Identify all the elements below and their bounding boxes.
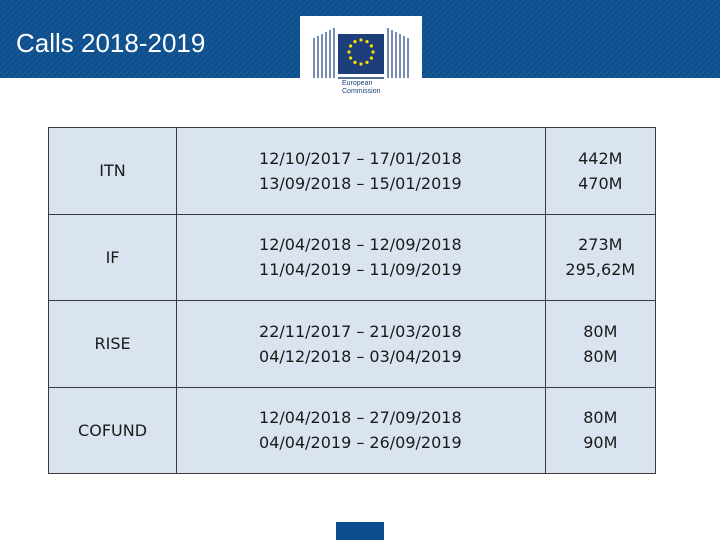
budget-value: 442M [578,148,623,168]
call-name: COFUND [49,387,177,474]
date-range: 04/04/2019 – 26/09/2019 [259,433,462,453]
call-dates [177,301,546,388]
budget-value: 80M [583,408,618,428]
budget-value: 295,62M [565,260,636,280]
call-name: ITN [49,128,177,215]
logo-caption-line2: Commission [342,88,381,95]
date-range: 12/04/2018 – 12/09/2018 [259,235,462,255]
date-range: 04/12/2018 – 03/04/2019 [259,346,462,366]
call-budget [545,387,655,474]
date-range: 12/04/2018 – 27/09/2018 [259,408,462,428]
call-name: RISE [49,301,177,388]
budget-value: 80M [583,321,618,341]
call-dates [177,128,546,215]
table-row [49,128,656,215]
call-dates [177,387,546,474]
page-title: Calls 2018-2019 [16,28,206,58]
date-range: 13/09/2018 – 15/01/2019 [259,173,462,193]
table-row [49,214,656,301]
logo-caption [342,80,381,96]
calls-table [48,127,656,474]
budget-value: 273M [578,235,623,255]
date-range: 12/10/2017 – 17/01/2018 [259,148,462,168]
berlaymont-building-icon [310,20,412,80]
logo-caption-line1: European [342,80,373,87]
budget-value: 80M [583,346,618,366]
date-range: 22/11/2017 – 21/03/2018 [259,321,462,341]
table-row [49,387,656,474]
budget-value: 90M [583,433,618,453]
budget-value: 470M [578,173,623,193]
call-dates [177,214,546,301]
date-range: 11/04/2019 – 11/09/2019 [259,260,462,280]
table-row [49,301,656,388]
call-budget [545,214,655,301]
footer-flag-bar [336,522,384,540]
call-budget [545,128,655,215]
call-name: IF [49,214,177,301]
european-commission-logo [300,16,422,102]
call-budget [545,301,655,388]
